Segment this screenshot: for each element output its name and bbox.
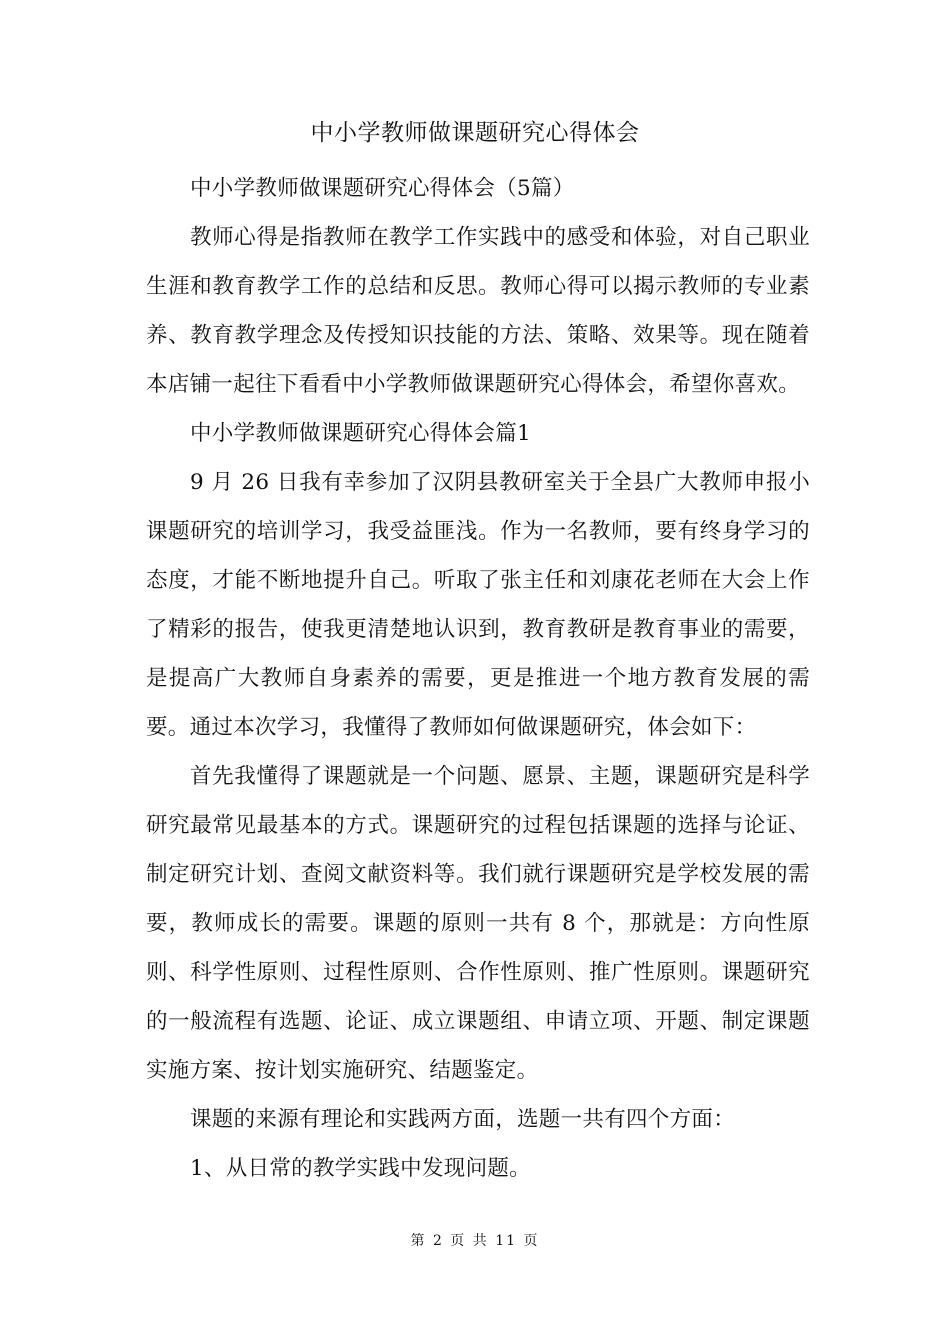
paragraph-understanding: 首先我懂得了课题就是一个问题、愿景、主题，课题研究是科学研究最常见最基本的方式。课题研究的过程包括课题的选择与论证、制定研究计划、查阅文献资料等。我们就行课题研究是学校发展的需要，教师成长的需要。课题的原则一共有 8 个，那就是：方向性原则、科学性原则、过程性原则、合作性原则、推广性原则。课题研究的一般流程有选题、论证、成立课题组、申请立项、开题、制定课题实施方案、按计划实施研究、结题鉴定。 (146, 764, 810, 1083)
paragraph-list-item-1: 1、从日常的教学实践中发现问题。 (190, 1156, 531, 1181)
page-number-footer: 第 2 页 共 11 页 (410, 1233, 540, 1249)
paragraph-intro: 教师心得是指教师在教学工作实践中的感受和体验，对自己职业生涯和教育教学工作的总结和反思。教师心得可以揭示教师的专业素养、教育教学理念及传授知识技能的方法、策略、效果等。现在随着本店铺一起往下看看中小学教师做课题研究心得体会，希望你喜欢。 (146, 225, 810, 397)
document-body (146, 164, 810, 1193)
paragraph-sources: 课题的来源有理论和实践两方面，选题一共有四个方面： (190, 1107, 736, 1132)
paragraph-section-heading: 中小学教师做课题研究心得体会篇1 (190, 421, 531, 446)
document-title: 中小学教师做课题研究心得体会 (310, 120, 640, 146)
paragraph-subtitle: 中小学教师做课题研究心得体会（5篇） (190, 176, 575, 201)
paragraph-training: 9 月 26 日我有幸参加了汉阴县教研室关于全县广大教师申报小课题研究的培训学习，我受益匪浅。作为一名教师，要有终身学习的态度，才能不断地提升自己。听取了张主任和刘康花老师在大会上作了精彩的报告，使我更清楚地认识到，教育教研是教育事业的需要，是提高广大教师自身素养的需要，更是推进一个地方教育发展的需要。通过本次学习，我懂得了教师如何做课题研究，体会如下： (146, 470, 810, 740)
